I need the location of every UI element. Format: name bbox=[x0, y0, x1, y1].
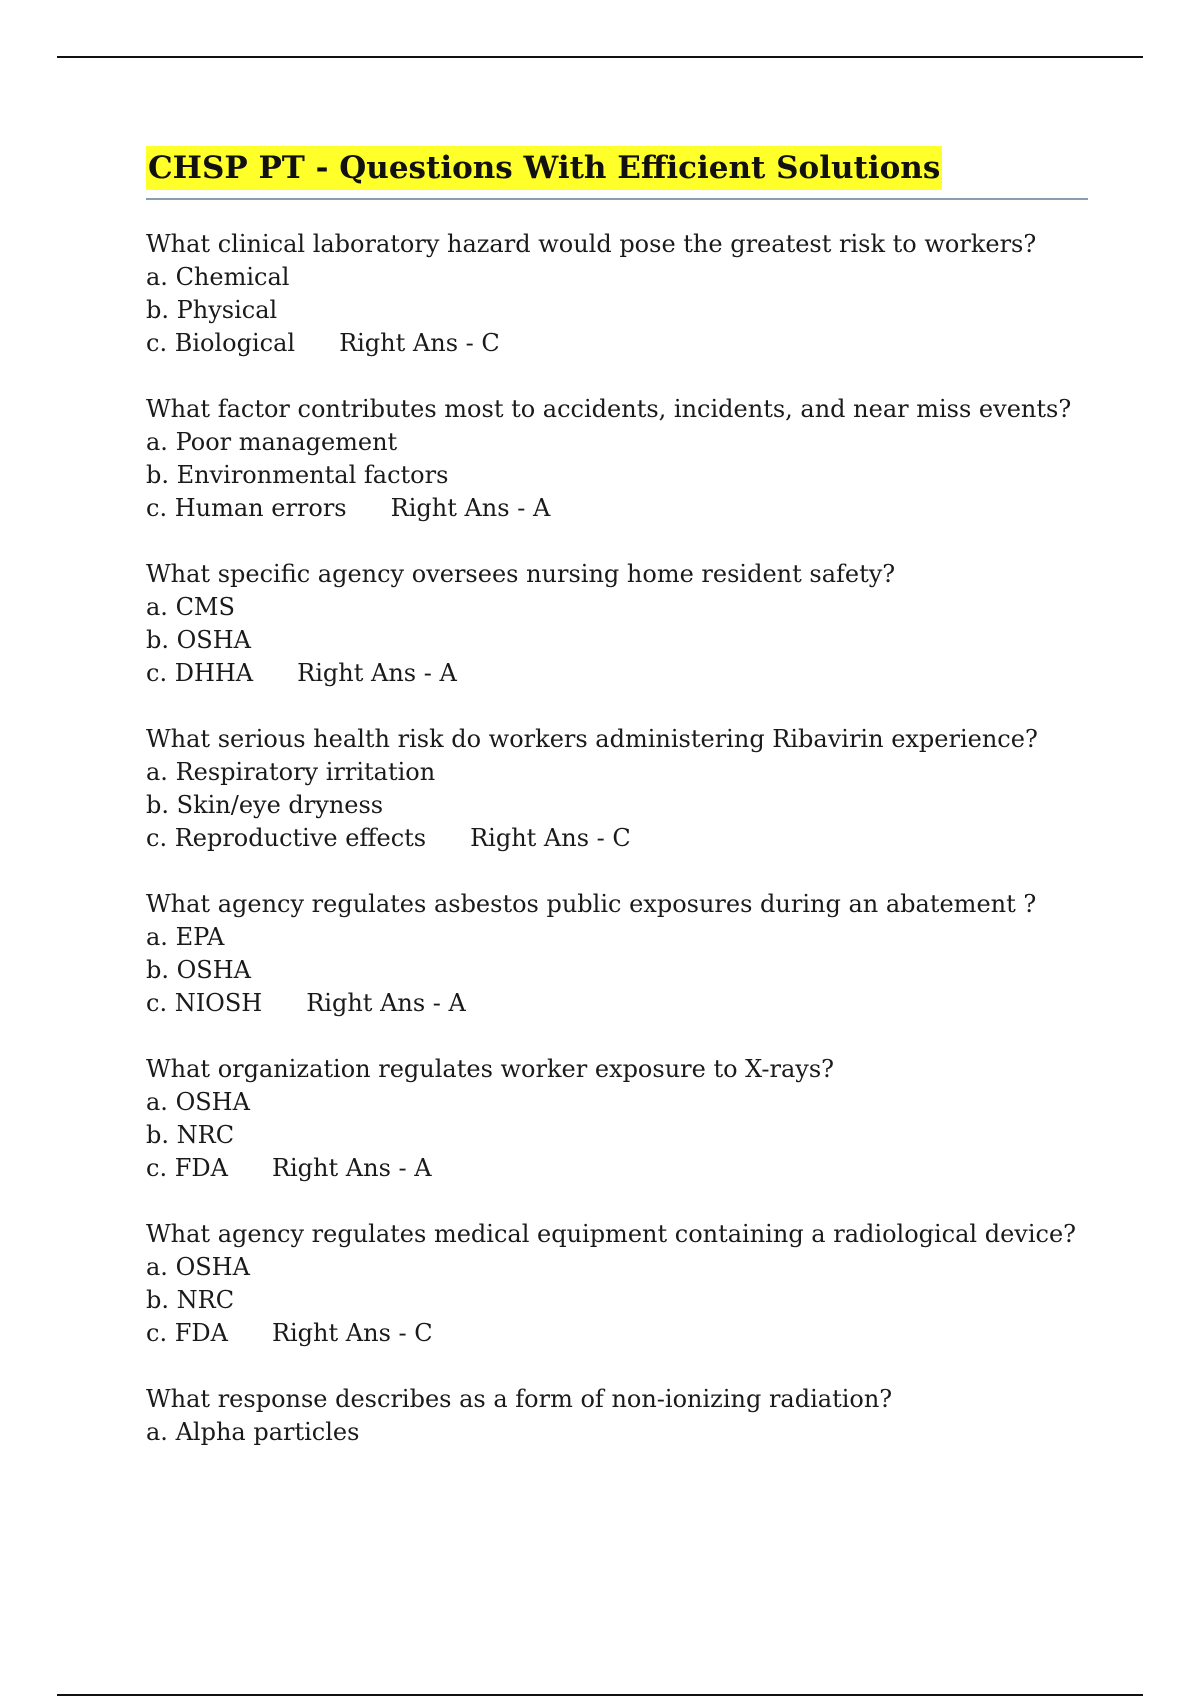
question-item bbox=[146, 1218, 1146, 1350]
right-answer: Right Ans - A bbox=[390, 494, 551, 522]
title-block bbox=[146, 146, 1088, 200]
option-b: b. Skin/eye dryness bbox=[146, 791, 384, 819]
option-c-row bbox=[146, 987, 1146, 1020]
question-item bbox=[146, 1053, 1146, 1185]
question-text: What specific agency oversees nursing home resident safety? bbox=[146, 560, 896, 588]
right-answer: Right Ans - C bbox=[271, 1319, 433, 1347]
question-text: What serious health risk do workers administering Ribavirin experience? bbox=[146, 725, 1038, 753]
question-item bbox=[146, 393, 1146, 525]
page-top-rule bbox=[57, 56, 1143, 58]
right-answer: Right Ans - A bbox=[297, 659, 457, 687]
option-c-row bbox=[146, 492, 1146, 525]
option-a: a. OSHA bbox=[146, 1088, 250, 1116]
right-answer: Right Ans - A bbox=[306, 989, 466, 1017]
question-item bbox=[146, 558, 1146, 690]
option-c-row bbox=[146, 657, 1146, 690]
option-a: a. OSHA bbox=[146, 1253, 250, 1281]
option-b: b. Environmental factors bbox=[146, 461, 449, 489]
option-a: a. Poor management bbox=[146, 428, 398, 456]
option-c: c. FDA bbox=[146, 1319, 228, 1347]
question-item bbox=[146, 888, 1146, 1020]
option-c-row bbox=[146, 822, 1146, 855]
option-b: b. NRC bbox=[146, 1121, 235, 1149]
option-c: c. FDA bbox=[146, 1154, 228, 1182]
option-a: a. CMS bbox=[146, 593, 235, 621]
option-a: a. Alpha particles bbox=[146, 1418, 360, 1446]
question-text: What clinical laboratory hazard would pose the greatest risk to workers? bbox=[146, 230, 1037, 258]
option-a: a. Respiratory irritation bbox=[146, 758, 436, 786]
option-b: b. OSHA bbox=[146, 956, 251, 984]
option-c: c. NIOSH bbox=[146, 989, 263, 1017]
option-c: c. Reproductive effects bbox=[146, 824, 427, 852]
question-text: What agency regulates asbestos public exposures during an abatement ? bbox=[146, 890, 1037, 918]
option-b: b. OSHA bbox=[146, 626, 251, 654]
question-text: What factor contributes most to accidents, incidents, and near miss events? bbox=[146, 395, 1072, 423]
option-c-row bbox=[146, 1152, 1146, 1185]
option-b: b. Physical bbox=[146, 296, 278, 324]
question-item bbox=[146, 1383, 1146, 1449]
question-item bbox=[146, 228, 1146, 360]
option-c-row bbox=[146, 1317, 1146, 1350]
option-b: b. NRC bbox=[146, 1286, 235, 1314]
question-item bbox=[146, 723, 1146, 855]
question-text: What response describes as a form of non-ionizing radiation? bbox=[146, 1385, 893, 1413]
option-c: c. Biological bbox=[146, 329, 296, 357]
question-text: What organization regulates worker exposure to X-rays? bbox=[146, 1055, 835, 1083]
option-c-row bbox=[146, 327, 1146, 360]
page-bottom-rule bbox=[57, 1694, 1143, 1696]
option-a: a. EPA bbox=[146, 923, 225, 951]
right-answer: Right Ans - C bbox=[339, 329, 500, 357]
option-c: c. DHHA bbox=[146, 659, 254, 687]
option-a: a. Chemical bbox=[146, 263, 290, 291]
document-title: CHSP PT - Questions With Efficient Solutions bbox=[146, 146, 942, 190]
option-c: c. Human errors bbox=[146, 494, 347, 522]
right-answer: Right Ans - A bbox=[271, 1154, 432, 1182]
question-list bbox=[146, 228, 1146, 1482]
right-answer: Right Ans - C bbox=[470, 824, 631, 852]
question-text: What agency regulates medical equipment containing a radiological device? bbox=[146, 1220, 1077, 1248]
